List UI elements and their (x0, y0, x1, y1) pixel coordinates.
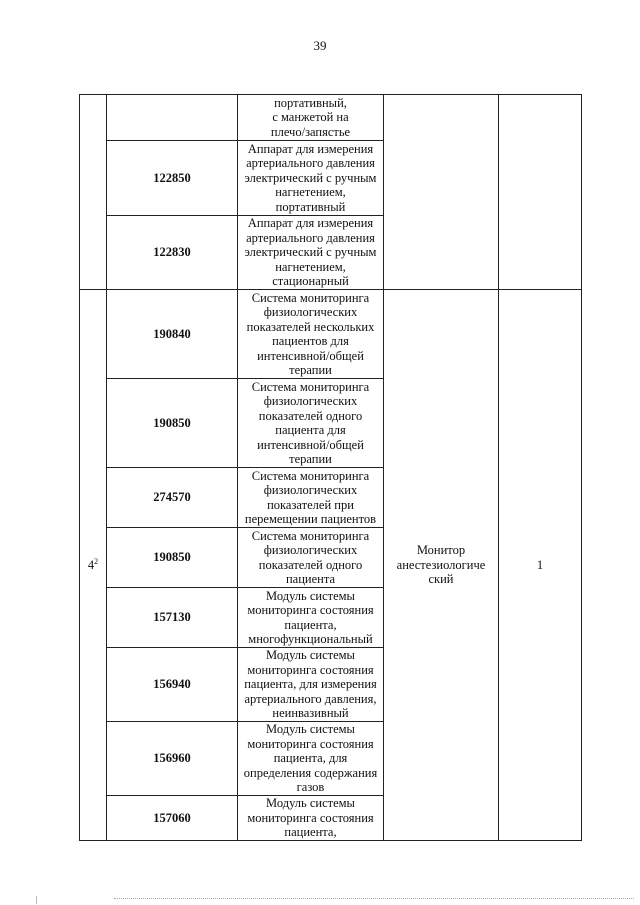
code-cell: 190850 (107, 379, 238, 468)
scan-edge-line (114, 898, 634, 899)
table-row (80, 290, 582, 379)
code-cell: 157130 (107, 588, 238, 648)
name-cell: портативный, с манжетой на плечо/запястье (238, 95, 384, 141)
section-number-superscript: 2 (94, 556, 99, 566)
name-cell: Модуль системы мониторинга состояния пациента, многофункциональный (238, 588, 384, 648)
quantity-cell: 1 (499, 290, 582, 841)
code-cell: 156960 (107, 722, 238, 796)
quantity-cell (499, 95, 582, 290)
device-cell (384, 95, 499, 290)
name-cell: Модуль системы мониторинга состояния пациента, для измерения артериального давления, неинвазивный (238, 648, 384, 722)
page-number: 39 (313, 38, 327, 53)
code-cell: 190840 (107, 290, 238, 379)
code-cell: 156940 (107, 648, 238, 722)
name-cell: Система мониторинга физиологических показателей одного пациента для интенсивной/общей терапии (238, 379, 384, 468)
name-cell: Модуль системы мониторинга состояния пациента, (238, 796, 384, 841)
code-cell (107, 95, 238, 141)
name-cell: Система мониторинга физиологических показателей одного пациента (238, 528, 384, 588)
equipment-table (79, 94, 582, 841)
scan-mark (36, 896, 37, 904)
name-cell: Аппарат для измерения артериального давления электрический с ручным нагнетением, стационарный (238, 216, 384, 290)
code-cell: 157060 (107, 796, 238, 841)
device-cell: Монитор анестезиологиче ский (384, 290, 499, 841)
code-cell: 274570 (107, 468, 238, 528)
section-number-cell (80, 95, 107, 290)
name-cell: Система мониторинга физиологических показателей при перемещении пациентов (238, 468, 384, 528)
table-row (80, 95, 582, 141)
name-cell: Система мониторинга физиологических показателей нескольких пациентов для интенсивной/общей терапии (238, 290, 384, 379)
name-cell: Аппарат для измерения артериального давления электрический с ручным нагнетением, портативный (238, 141, 384, 216)
code-cell: 122830 (107, 216, 238, 290)
section-number: 4 (87, 557, 95, 572)
code-cell: 190850 (107, 528, 238, 588)
section-number-cell (80, 290, 107, 841)
code-cell: 122850 (107, 141, 238, 216)
name-cell: Модуль системы мониторинга состояния пациента, для определения содержания газов (238, 722, 384, 796)
